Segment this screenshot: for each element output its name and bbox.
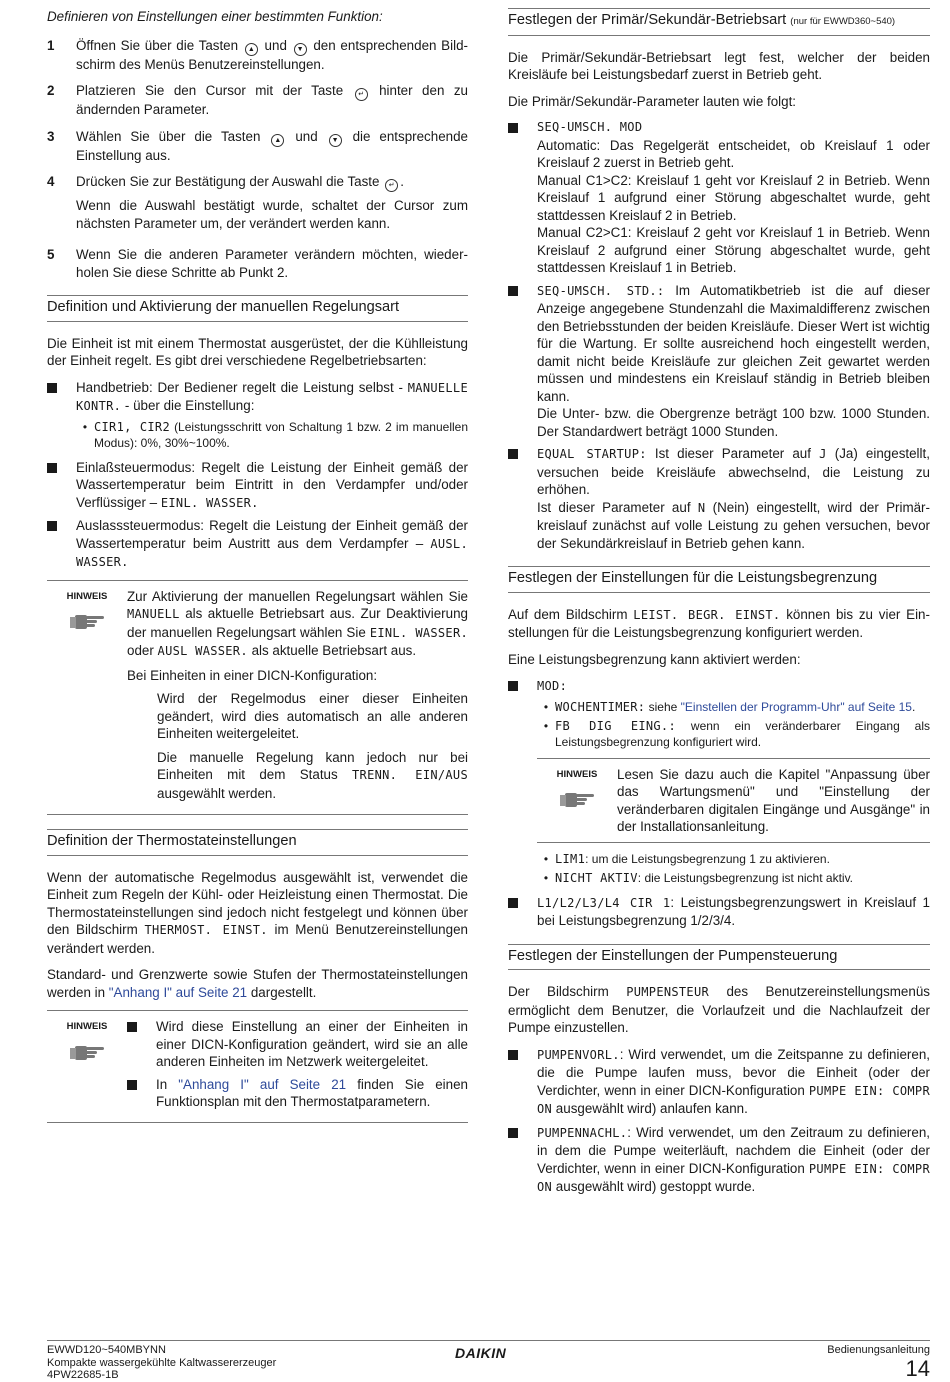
link-anhang-i[interactable]: "Anhang I" auf Seite 21	[108, 984, 248, 1000]
bullet-item: Wird diese Einstellung an einer der Einheiten in einer DICN-Konfiguration geändert, wird sie an alle anderen Einheiten im Netzwerk weitergeleitet.	[127, 1018, 468, 1071]
right-column: Festlegen der Primär/Sekundär-Betriebsart (nur für EWWD360~540) Die Primär/Sekundär-Betriebsart legt fest, welcher der beiden Kreisläufe bei Leistungsbedarf zuerst in Betrieb geht. Die Primär/Sekundär-Parameter lauten wie folgt: SEQ-UMSCH. MOD Automatic: Das Regelgerät entscheidet, ob Kreislauf 1 oder Kreislauf 2 zuerst in Betrieb geht. Manual C1>C2: Kreislauf 1 geht vor Kreislauf 2 in Betrieb. Wenn Kreislauf 1 aufgrund einer Störung abgeschaltet wurde, geht stattdessen Kreislauf 2 in Betrieb. Manual C2>C1: Kreislauf 2 geht vor Kreislauf 1 in Betrieb. Wenn Kreislauf 2 aufgrund einer Störung abgeschaltet wurde, geht stattdessen Kreislauf 1 in Betrieb. SEQ-UMSCH. STD.: Im Automatikbetrieb ist die auf dieser Anzeige angegebene Stundenzahl die Maximaldifferenz zwischen den Betriebsstunden der beiden Kreisläufe. Dieser Wert ist wichtig für die Wartung. Er sollte ausreichend hoch eingestellt werden, damit nicht beide Kreisläufe zur gleichen Zeit gewartet werden müssen und mindestens ein Kreislauf ständig in Betrieb bleiben kann. Die Unter- bzw. die Obergrenze beträgt 100 bzw. 1000 Stunden. Der Standardwert beträgt 1000 Stunden. EQUAL STARTUP: Ist dieser Parameter auf J (Ja) eingestellt, versuchen beide Kreisläufe abwechselnd, die Leistung zu erhöhen. Ist dieser Parameter auf N (Nein) eingestellt, wird der Primärkreislauf zunächst auf volle Leistung zu gehen versuchen, bevor der Sekundärkreislauf in Betrieb gehen kann. Festlegen der Einstellungen für die Leistungsbegrenzung Auf dem Bildschirm LEIST. BEGR. EINST. können bis zu vier Einstellungen für die Leistungsbegrenzung konfiguriert werden. Eine Leistungsbegrenzung kann aktiviert werden: MOD: • WOCHENTIMER: siehe "Einstellen der Programm-Uhr" auf Seite 15. • FB DIG EING.: wenn ein veränderbarer Eingang als Leistungsbegrenzung konfiguriert wird. HINWEIS Lesen Sie dazu auch die Kapitel "Anpassung über das Wartungsmenü" und "Einstellung der veränderbaren digitalen Eingänge und Ausgänge" in der Installationsanleitung. • LIM1: um die Leistungsbegrenzung 1 zu aktivieren. • NICHT AKTIV: die Leistungsbegrenzung ist nicht aktiv. L1/L2/L3/L4 CIR 1: Leistungsbegrenzungswert in Kreislauf 1 bei Leistungsbegrenzung 1/2/3/4. Festlegen der Einstellungen der Pumpensteuerung Der Bildschirm PUMPENSTEUR des Benutzereinstellungsmenüs ermöglicht dem Benutzer, die Vorlaufzeit und die Nachlaufzeit der Pumpe einzustellen. PUMPENVORL.: Wird verwendet, um die Zeitspanne zu definieren, die die Pumpe laufen muss, bevor die Einheit (oder der Verdichter, wenn in einer DICN-Konfiguration PUMPE EIN: COMPR ON ausgewählt wird) anlaufen kann. PUMPENNACHL.: Wird verwendet, um den Zeitraum zu definieren, in dem die Pumpe weiterläuft, nachdem die Einheit (oder der Verdichter, wenn in einer DICN-Konfiguration PUMPE EIN: COMPR ON ausgewählt wird) gestoppt wurde.	[508, 8, 930, 1202]
section-heading-primary-secondary: Festlegen der Primär/Sekundär-Betriebsart (nur für EWWD360~540)	[508, 8, 930, 36]
bullet-item: PUMPENNACHL.: Wird verwendet, um den Zeitraum zu definieren, in dem die Pumpe weiterläuft, nachdem die Einheit (oder der Verdichter, wenn in einer DICN-Konfiguration PUMPE EIN: COMPR ON ausgewählt wird) gestoppt wurde.	[508, 1124, 930, 1197]
note-label: HINWEIS	[66, 590, 108, 602]
paragraph: Die Einheit ist mit einem Thermostat ausgerüstet, der die Kühlleistung der Einheit regelt. Es gibt drei verschiedene Regelbetriebsarten:	[47, 335, 468, 368]
page-footer	[47, 1340, 930, 1381]
bullet-square-icon	[508, 681, 518, 691]
note-box: HINWEIS Zur Aktivierung der manuellen Regelungsart wählen Sie MANUELL als aktuelle Betriebsart aus. Zur Deaktivierung der manuellen Regelungsart wählen Sie EINL. WASSER. oder AUSL WASSER. als aktuelle Betriebsart aus. Bei Einheiten in einer DICN-Konfiguration: Wird der Regelmodus einer dieser Einheiten geändert, wird dies automatisch an alle anderen Einheiten weitergeleitet. Die manuelle Regelung kann jedoch nur bei Einheiten mit dem Status TRENN. EIN/AUS ausgewählt werden.	[47, 580, 468, 816]
bullet-square-icon	[127, 1022, 137, 1032]
paragraph: Standard- und Grenzwerte sowie Stufen der Thermostateinstellungen werden in "Anhang I" auf Seite 21 dargestellt.	[47, 967, 468, 1000]
section-heading-pump: Festlegen der Einstellungen der Pumpensteuerung	[508, 944, 930, 971]
pointing-hand-icon	[557, 787, 597, 809]
bullet-item: SEQ-UMSCH. STD.: Im Automatikbetrieb ist die auf dieser Anzeige angegebene Stundenzahl die Maximaldifferenz zwischen den Betriebsstunden der beiden Kreisläufe. Dieser Wert ist wichtig für die Wartung. Er sollte ausreichend hoch eingestellt werden, damit nicht beide Kreisläufe zur gleichen Zeit gewartet werden müssen und mindestens ein Kreislauf ständig in Betrieb bleiben kann. Die Unter- bzw. die Obergrenze beträgt 100 bzw. 1000 Stunden. Der Standardwert beträgt 1000 Stunden.	[508, 282, 930, 441]
down-button-icon: ▼	[329, 134, 342, 147]
bullet-item: Einlaßsteuermodus: Regelt die Leistung der Einheit gemäß der Wassertemperatur beim Eintritt in den Verdampfer und/oder Verflüssiger – EINL. WASSER.	[47, 459, 468, 513]
step-1: 1 Öffnen Sie über die Tasten ▲ und ▼ den entsprechenden Bildschirm des Menüs Benutzereinstellungen.	[47, 37, 468, 72]
bullet-square-icon	[508, 449, 518, 459]
link-anhang-i[interactable]: "Anhang I" auf Seite 21	[178, 1076, 347, 1092]
step-3: 3 Wählen Sie über die Tasten ▲ und ▼ die entsprechende Einstellung aus.	[47, 128, 468, 163]
bullet-item: Auslasssteuermodus: Regelt die Leistung der Einheit gemäß der Wassertemperatur beim Austritt aus dem Verdampfer – AUSL. WASSER.	[47, 517, 468, 572]
sub-bullet-item: • FB DIG EING.: wenn ein veränderbarer Eingang als Leistungsbegrenzung konfiguriert wird.	[543, 718, 931, 749]
up-button-icon: ▲	[245, 43, 258, 56]
step-2: 2 Platzieren Sie den Cursor mit der Taste ↵ hinter den zu ändernden Parameter.	[47, 83, 468, 117]
bullet-item: Handbetrieb: Der Bediener regelt die Leistung selbst - MANUELLE KONTR. - über die Einstellung: • CIR1, CIR2 (Leistungsschritt von Schaltung 1 bzw. 2 im manuellen Modus): 0%, 30%~100%.	[47, 379, 468, 454]
bullet-square-icon	[47, 521, 57, 531]
section-heading-manual: Definition und Aktivierung der manuellen Regelungsart	[47, 295, 468, 322]
enter-button-icon: ↵	[385, 179, 398, 192]
note-label: HINWEIS	[66, 1021, 108, 1032]
pointing-hand-icon	[67, 609, 107, 631]
bullet-square-icon	[508, 123, 518, 133]
footer-doc-code: 4PW22685-1B	[47, 1369, 119, 1381]
step-5: 5 Wenn Sie die anderen Parameter verändern möchten, wiederholen Sie diese Schritte ab Punkt 2.	[47, 247, 468, 280]
step-4: 4 Drücken Sie zur Bestätigung der Auswahl die Taste ↵ . Wenn die Auswahl bestätigt wurde, schaltet der Cursor zum nächsten Parameter um, der verändert werden kann.	[47, 174, 468, 231]
bullet-square-icon	[47, 383, 57, 393]
bullet-square-icon	[127, 1080, 137, 1090]
note-label: HINWEIS	[556, 768, 598, 780]
daikin-logo: DAIKIN	[455, 1345, 507, 1361]
paragraph: Wenn der automatische Regelmodus ausgewählt ist, verwendet die Einheit zum Regeln der Kühl- oder Heizleistung einen Thermostat. Die Thermostateinstellungen sind jedoch nicht festgelegt und können über den Bildschirm THERMOST. EINST. im Menü Benutzereinstellungen verändert werden.	[47, 869, 468, 956]
bullet-square-icon	[47, 463, 57, 473]
page-number: 14	[905, 1355, 930, 1381]
bullet-item: SEQ-UMSCH. MOD Automatic: Das Regelgerät entscheidet, ob Kreislauf 1 oder Kreislauf 2 zuerst in Betrieb geht. Manual C1>C2: Kreislauf 1 geht vor Kreislauf 2 in Betrieb. Wenn Kreislauf 1 aufgrund einer Störung abgeschaltet wurde, geht stattdessen Kreislauf 2 in Betrieb. Manual C2>C1: Kreislauf 2 geht vor Kreislauf 1 in Betrieb. Wenn Kreislauf 2 aufgrund einer Störung abgeschaltet wurde, geht stattdessen Kreislauf 1 in Betrieb.	[508, 119, 930, 277]
footer-model: EWWD120~540MBYNN	[47, 1344, 166, 1356]
bullet-square-icon	[508, 898, 518, 908]
note-box	[47, 1010, 468, 1123]
bullet-square-icon	[508, 1050, 518, 1060]
sub-bullet-item: • LIM1: um die Leistungsbegrenzung 1 zu aktivieren.	[543, 851, 830, 866]
bullet-item: PUMPENVORL.: Wird verwendet, um die Zeitspanne zu definieren, die die Pumpe laufen muss, bevor die Einheit (oder der Verdichter, wenn in einer DICN-Konfiguration PUMPE EIN: COMPR ON ausgewählt wird) anlaufen kann.	[508, 1046, 930, 1119]
intro-text: Definieren von Einstellungen einer bestimmten Funktion:	[47, 9, 383, 24]
bullet-item: EQUAL STARTUP: Ist dieser Parameter auf J (Ja) eingestellt, versuchen beide Kreisläufe abwechselnd, die Leistung zu erhöhen. Ist dieser Parameter auf N (Nein) eingestellt, wird der Primärkreislauf zunächst auf volle Leistung zu gehen versuchen, bevor der Sekundärkreislauf in Betrieb gehen kann.	[508, 445, 930, 552]
left-column	[47, 8, 468, 1137]
section-heading-thermostat: Definition der Thermostateinstellungen	[47, 829, 468, 856]
note-box: HINWEIS Lesen Sie dazu auch die Kapitel "Anpassung über das Wartungsmenü" und "Einstellung der veränderbaren digitalen Eingänge und Ausgänge" in der Installationsanleitung.	[537, 758, 930, 843]
sub-bullet-item: • NICHT AKTIV: die Leistungsbegrenzung ist nicht aktiv.	[543, 870, 854, 885]
bullet-square-icon	[508, 1128, 518, 1138]
bullet-item: In "Anhang I" auf Seite 21 finden Sie einen Funktionsplan mit den Thermostatparametern.	[127, 1076, 468, 1111]
section-heading-limit: Festlegen der Einstellungen für die Leistungsbegrenzung	[508, 566, 930, 593]
down-button-icon: ▼	[294, 43, 307, 56]
sub-bullet-item: • CIR1, CIR2 (Leistungsschritt von Schaltung 1 bzw. 2 im manuellen Modus): 0%, 30%~100%.	[82, 419, 468, 450]
footer-description: Kompakte wassergekühlte Kaltwassererzeuger	[47, 1356, 277, 1369]
footer-doc-title: Bedienungsanleitung	[827, 1344, 930, 1356]
enter-button-icon: ↵	[355, 88, 368, 101]
bullet-item: L1/L2/L3/L4 CIR 1: Leistungsbegrenzungswert in Kreislauf 1 bei Leistungsbegrenzung 1/2/3/4.	[508, 894, 930, 930]
bullet-square-icon	[508, 286, 518, 296]
pointing-hand-icon	[67, 1040, 107, 1062]
link-programm-uhr[interactable]: "Einstellen der Programm-Uhr" auf Seite 15	[680, 699, 912, 714]
sub-bullet-item: • WOCHENTIMER: siehe "Einstellen der Programm-Uhr" auf Seite 15.	[543, 699, 916, 714]
up-button-icon: ▲	[271, 134, 284, 147]
bullet-item: MOD: • WOCHENTIMER: siehe "Einstellen der Programm-Uhr" auf Seite 15. • FB DIG EING.: wenn ein veränderbarer Eingang als Leistungsbegrenzung konfiguriert wird. HINWEIS Lesen Sie dazu auch die Kapitel "Anpassung über das Wartungsmenü" und "Einstellung der veränderbaren digitalen Eingänge und Ausgänge" in der Installationsanleitung. • LIM1: um die Leistungsbegrenzung 1 zu aktivieren. • NICHT AKTIV: die Leistungsbegrenzung ist nicht aktiv.	[508, 677, 930, 889]
